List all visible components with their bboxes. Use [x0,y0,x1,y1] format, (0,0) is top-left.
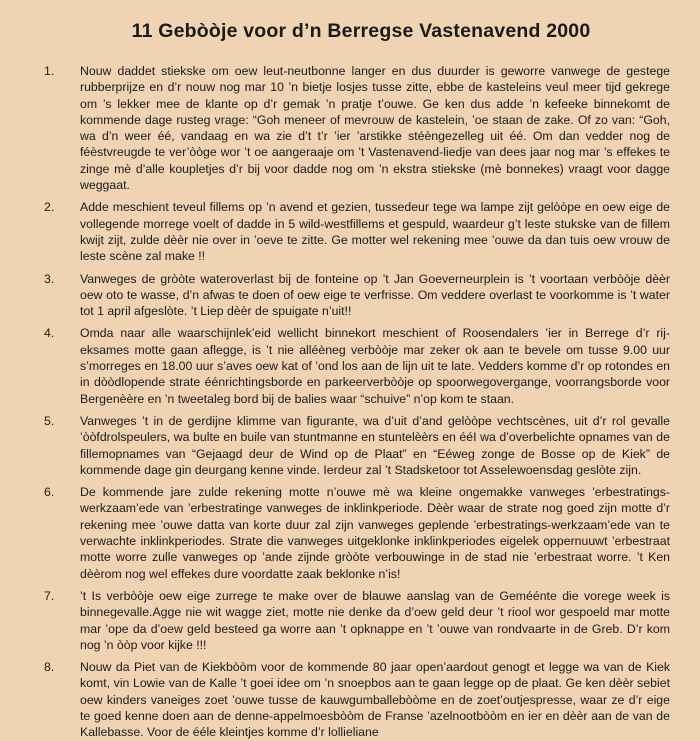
rule-number: 7. [44,588,55,603]
rule-item [44,413,670,478]
rule-item [44,199,670,264]
rule-item [44,588,670,653]
rule-number: 5. [44,413,55,428]
rule-text: Vanweges de gròòte wateroverlast bij de fonteine op ’t Jan Goeverneurplein is ’t voortaan verbòòje dèèr oew oto te wasse, d’n afwas te doen of oew eige te verfrisse. Om veddere overlast te voorkomme is ’t water tot 1 april afgeslòte. ’t Liep dèèr de spuigate n’uit!! [80,271,670,319]
rule-text: Adde meschient teveul fillems op ’n avend et gezien, tussedeur tege wa lampe zijt gelòòpe en oew eige de vollegende morrege voelt of dadde in 5 wild-westfillems et gespuld, waardeur g’t leste stukske van de fillem kwijt zijt, zulde dèèr nie over in ’oeve te zitte. Ge motter wel rekening mee ’ouwe da dan tuis oew vrouw de leste scène zal make !! [80,200,670,264]
rule-number: 6. [44,485,55,500]
rule-item [44,271,670,320]
rule-text: De kommende jare zulde rekening motte n’ouwe mè wa kleine ongemakke vanweges ’erbestratings-werkzaam’ede van ’erbestratinge vanweges de inklinkperiode. Dèèr waar de strate nog goed zijn motte d’r rekening mee ’ouwe datta van korte duur zal zijn vanweges geplende ’erbestratings-werkzaam’ede van te verwachte inklinkperiodes. Strate die vanweges uitgeklonke inklinkperiodes eigelek oppernuuwt ’erbestraat motte worre zulle vanweges op ’ande zijnde gròòte verbouwinge in de stad nie ’erbestraat worre. ’t Ken dèèrom nog wel effekes dure voordatte zaak beklonke n’is! [80,485,670,581]
rule-text: Nouw daddet stiekske om oew leut-neutbonne langer en dus duurder is geworre vanwege de gestege rubberprijze en d’r nouw nog mar 10 ’n bietje losjes tusse zitte, ebbe de kasteleins veul meer tijd gekrege om ’s lekker mee de klante op d’r gemak ’n pratje t’ouwe. Ge ken dus adde ’n kefeeke binnekomt de kommende dage rusteg vrage: “Goh meneer of mevrouw de kastelein, ’oe staan de zake. Of zo van: “Goh, wa d’n weer éé, vandaag en wa zie d’t t’r ’ier ’arstikke stéèngezelleg uit éé. Om dan vedder nog de féèstvreugde te ver’òòge wor ’t oe aangeraaje om ’t Vastenavend-liedje van dees jaar nog mar ’s effekes te zinge mè d’alle koupletjes d’r bij voor dadde nog om ’n ekstra stiekske (mè bonnekes) vraagt voor dagge weggaat. [80,64,670,193]
rule-number: 3. [44,271,55,286]
rule-number: 8. [44,660,55,675]
rule-item [44,325,670,406]
rule-text: Nouw da Piet van de Kiekbòòm voor de kommende 80 jaar open’aardout genogt et legge wa van de Kiek komt, vin Lowie van de Kalle ’t goei idee om ’n snoepbos aan te gaan legge op de plaat. Ge ken dèèr sebiet oew kinders vaneiges zoet ’ouwe tusse de kauwgumballebòòme en de zoet’outjespresse, waar ze d’r eige te goed kenne doen aan de denne-appelmoesbòòm de Franse ’azelnootbòòm en ier en dèèr aan de van de Kallebasse. Voor de ééle kleintjes komme d’r lollieliane [80,660,670,740]
rule-number: 2. [44,200,55,215]
rule-item [44,63,670,193]
rule-number: 4. [44,326,55,341]
document-title: 11 Gebòòje voor d’n Berregse Vastenavend 2000 [131,20,591,42]
rule-number: 1. [44,64,55,78]
rule-item [44,484,670,582]
rule-text: Omda naar alle waarschijnlek’eid wellicht binnekort meschient of Roosendalers ’ier in Berrege d’r rij-eksames motte gaan aflegge, is ’t nie alléèneg verbòòje mar zeker ok aan te bevele om tusse 9.00 uur s’morreges en 18.00 uur s’aves oew kat of ’ond los aan de lijn uit te late. Vedders komme d’r op rotondes en in dòòdlopende strate éénrichtingsborde en parkeerverbòòje op spoorwegovergange, voorrangsborde voor Bergenèère en ’n tweetaleg bord bij de balies waar “schuive” n’op kom te staan. [80,326,670,406]
rule-text: ’t Is verbòòje oew eige zurrege te make over de blauwe aanslag van de Geméénte die vorege week is binnegevalle.Agge nie wit wagge ziet, motte nie denke da d’oew geld deur ’t riool wor gespoeld mar motte mar ’ope da d’oew geld besteed ga worre aan ’t opknappe en ’t ’ouwe van rondvaarte in de Greb. D’r kom nog ’n òòp voor kijke !!! [80,588,670,652]
rules-list [44,63,670,741]
rule-text: Vanweges ’t in de gerdijne klimme van figurante, wa d’uit d’and gelòòpe vechtscènes, uit d’r rol gevalle ’òòfdrolspeulers, wa bulte en buile van stuntmanne en stuntelèèrs en ééI wa d’overbelichte opnames van de fillemopnames van “Gejaagd deur de Wind op de Plaat” en “Eéweg zonge de Bosse op de Kiek” de kommende dage gin deurgang kenne vinde. Ierdeur zal ’t Stadsketoor tot Asselewoensdag geslòte zijn. [80,413,670,477]
